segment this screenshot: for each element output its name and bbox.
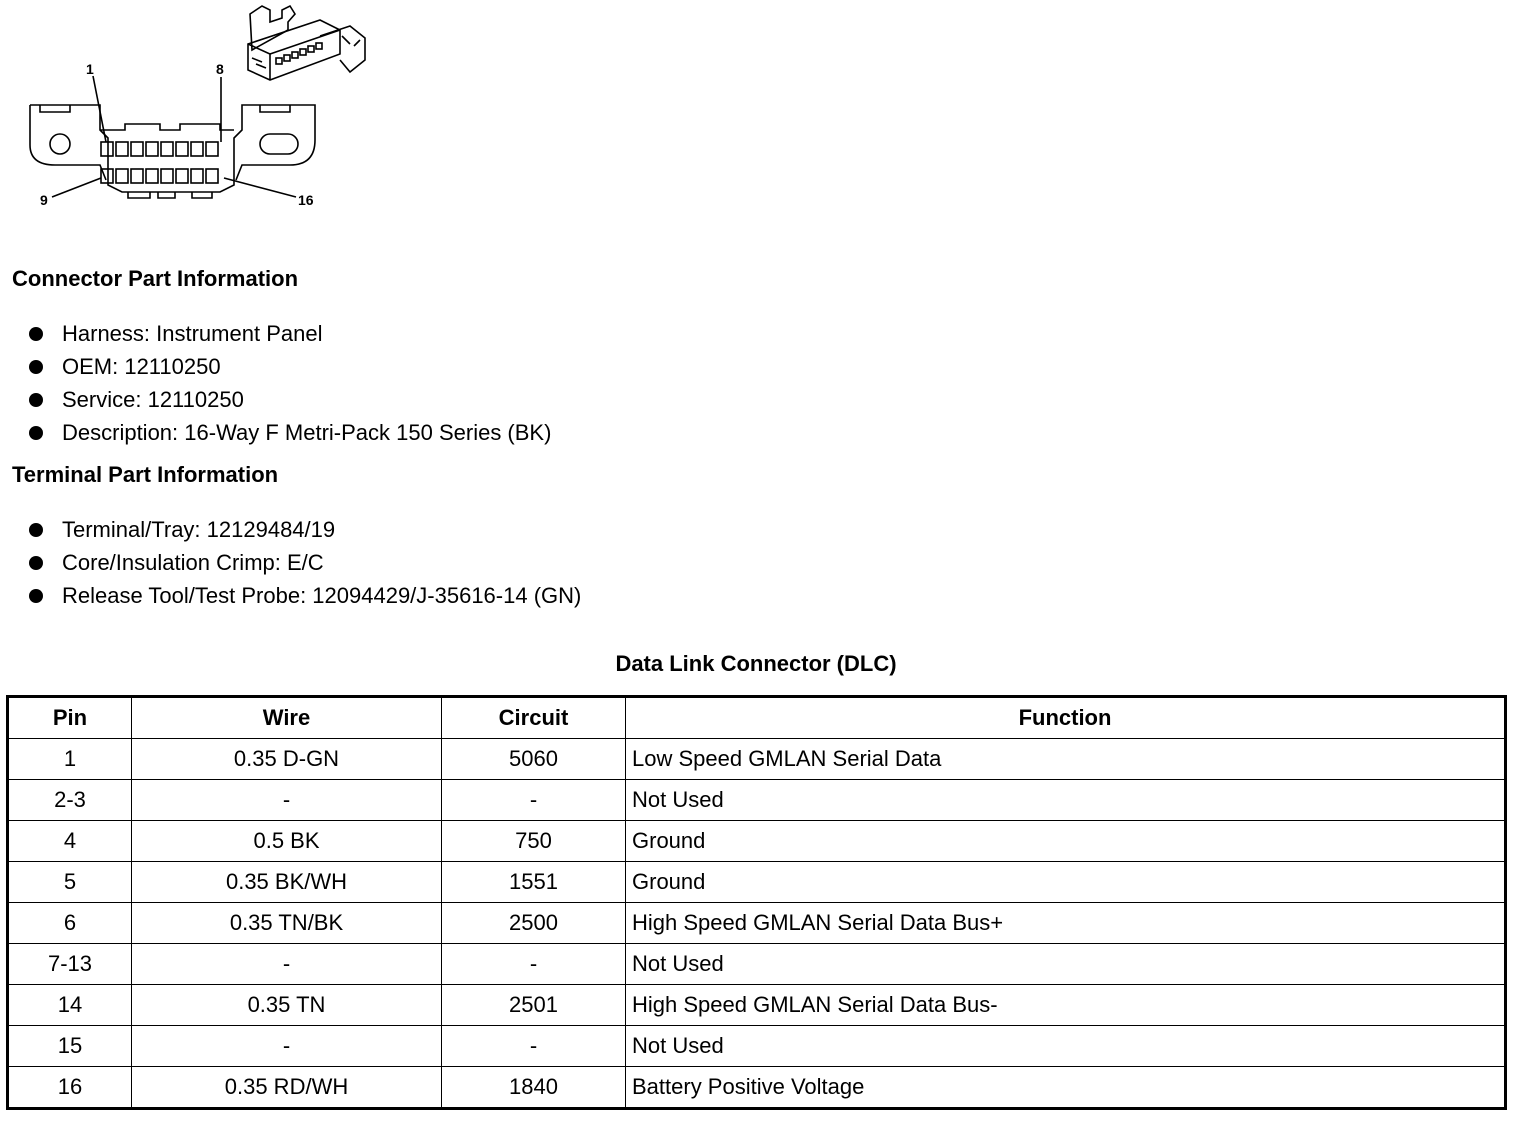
cell-function: Ground <box>626 862 1506 903</box>
terminal-part-heading: Terminal Part Information <box>12 462 279 487</box>
cell-wire: - <box>132 1026 442 1067</box>
table-row <box>8 1026 1506 1067</box>
cell-circuit: - <box>442 1026 626 1067</box>
cell-function: Ground <box>626 821 1506 862</box>
list-item: Harness: Instrument Panel <box>28 317 551 350</box>
cell-wire: 0.35 TN <box>132 985 442 1026</box>
table-row <box>8 821 1506 862</box>
table-row <box>8 903 1506 944</box>
cell-circuit: 5060 <box>442 739 626 780</box>
bullet-icon <box>29 589 43 603</box>
header-circuit: Circuit <box>442 697 626 739</box>
header-pin: Pin <box>8 697 132 739</box>
bullet-icon <box>29 393 43 407</box>
bullet-icon <box>29 327 43 341</box>
callout-pin-1: 1 <box>86 61 94 77</box>
cell-function: High Speed GMLAN Serial Data Bus+ <box>626 903 1506 944</box>
bullet-icon <box>29 426 43 440</box>
pinout-table <box>6 695 1507 1110</box>
terminal-part-list <box>28 513 581 612</box>
cell-wire: 0.35 TN/BK <box>132 903 442 944</box>
cell-circuit: - <box>442 944 626 985</box>
table-row <box>8 1067 1506 1109</box>
list-item: Terminal/Tray: 12129484/19 <box>28 513 581 546</box>
cell-pin: 1 <box>8 739 132 780</box>
table-row <box>8 944 1506 985</box>
connector-part-list <box>28 317 551 449</box>
cell-circuit: 750 <box>442 821 626 862</box>
cell-wire: - <box>132 944 442 985</box>
cell-wire: - <box>132 780 442 821</box>
cell-pin: 16 <box>8 1067 132 1109</box>
cell-circuit: 2501 <box>442 985 626 1026</box>
callout-pin-16: 16 <box>298 192 314 208</box>
bullet-icon <box>29 523 43 537</box>
header-function: Function <box>626 697 1506 739</box>
cell-function: Low Speed GMLAN Serial Data <box>626 739 1506 780</box>
table-title: Data Link Connector (DLC) <box>615 651 897 676</box>
list-item: Release Tool/Test Probe: 12094429/J-35616-14 (GN) <box>28 579 581 612</box>
table-row <box>8 780 1506 821</box>
bullet-icon <box>29 360 43 374</box>
callout-pin-8: 8 <box>216 61 224 77</box>
connector-part-heading: Connector Part Information <box>12 266 299 291</box>
table-header-row <box>8 697 1506 739</box>
cell-pin: 14 <box>8 985 132 1026</box>
cell-pin: 2-3 <box>8 780 132 821</box>
cell-circuit: 1840 <box>442 1067 626 1109</box>
callout-pin-9: 9 <box>40 192 48 208</box>
cell-function: High Speed GMLAN Serial Data Bus- <box>626 985 1506 1026</box>
table-row <box>8 985 1506 1026</box>
cell-function: Battery Positive Voltage <box>626 1067 1506 1109</box>
connector-face <box>30 76 315 198</box>
cell-wire: 0.35 RD/WH <box>132 1067 442 1109</box>
connector-3d-illustration <box>248 6 365 80</box>
cell-function: Not Used <box>626 780 1506 821</box>
list-item: Service: 12110250 <box>28 383 551 416</box>
bullet-icon <box>29 556 43 570</box>
cell-pin: 6 <box>8 903 132 944</box>
cell-wire: 0.35 BK/WH <box>132 862 442 903</box>
cell-pin: 4 <box>8 821 132 862</box>
cell-wire: 0.35 D-GN <box>132 739 442 780</box>
cell-function: Not Used <box>626 944 1506 985</box>
cell-wire: 0.5 BK <box>132 821 442 862</box>
cell-pin: 15 <box>8 1026 132 1067</box>
list-item: Description: 16-Way F Metri-Pack 150 Series (BK) <box>28 416 551 449</box>
table-row <box>8 862 1506 903</box>
cell-pin: 5 <box>8 862 132 903</box>
cell-pin: 7-13 <box>8 944 132 985</box>
connector-diagram <box>20 0 380 215</box>
cell-circuit: 1551 <box>442 862 626 903</box>
list-item: OEM: 12110250 <box>28 350 551 383</box>
cell-circuit: 2500 <box>442 903 626 944</box>
table-row <box>8 739 1506 780</box>
list-item: Core/Insulation Crimp: E/C <box>28 546 581 579</box>
cell-function: Not Used <box>626 1026 1506 1067</box>
header-wire: Wire <box>132 697 442 739</box>
cell-circuit: - <box>442 780 626 821</box>
